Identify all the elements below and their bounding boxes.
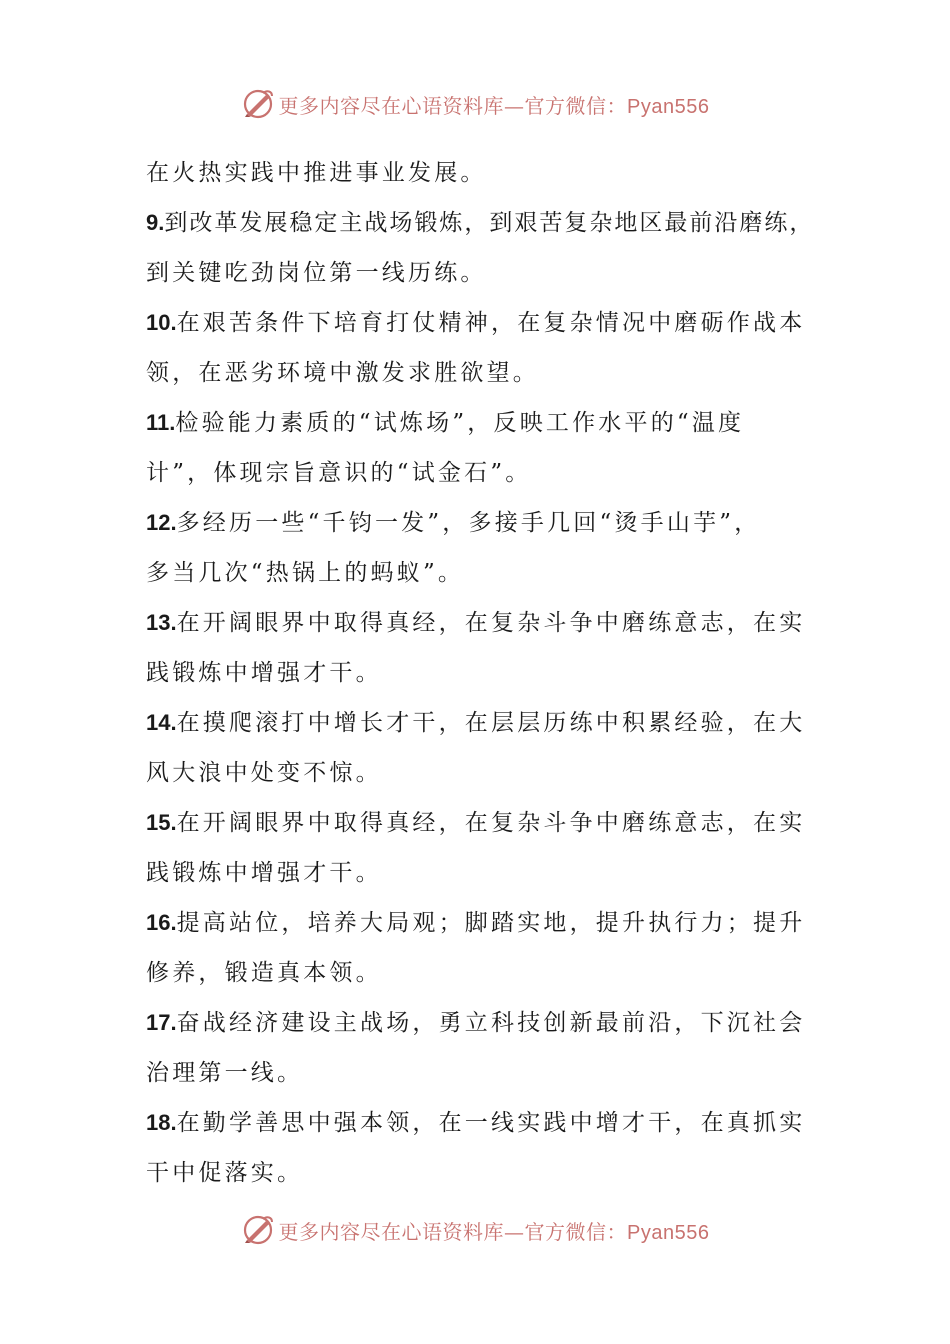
line-text: 多经历一些“千钧一发”，多接手几回“烫手山芋”， xyxy=(176,510,761,536)
line-text: 在摸爬滚打中增长才干，在层层历练中积累经验，在大 xyxy=(176,710,806,736)
text-line xyxy=(146,998,816,1048)
text-line xyxy=(146,598,816,648)
text-line xyxy=(146,248,816,298)
text-line xyxy=(146,448,816,498)
line-text: 修养，锻造真本领。 xyxy=(146,960,382,986)
line-text: 在开阔眼界中取得真经，在复杂斗争中磨练意志，在实 xyxy=(176,810,806,836)
line-text: 干中促落实。 xyxy=(146,1160,304,1186)
line-text: 践锻炼中增强才干。 xyxy=(146,660,382,686)
line-text: 检验能力素质的“试炼场”，反映工作水平的“温度 xyxy=(175,410,745,436)
line-text: 在开阔眼界中取得真经，在复杂斗争中磨练意志，在实 xyxy=(176,610,806,636)
text-line xyxy=(146,298,816,348)
line-text: 践锻炼中增强才干。 xyxy=(146,860,382,886)
line-text: 多当几次“热锅上的蚂蚁”。 xyxy=(146,560,465,586)
text-line xyxy=(146,398,816,448)
line-text: 奋战经济建设主战场，勇立科技创新最前沿，下沉社会 xyxy=(176,1010,806,1036)
line-text: 在火热实践中推进事业发展。 xyxy=(146,160,487,186)
text-line xyxy=(146,948,816,998)
line-text: 风大浪中处变不惊。 xyxy=(146,760,382,786)
text-line xyxy=(146,698,816,748)
text-line xyxy=(146,648,816,698)
line-text: 在勤学善思中强本领，在一线实践中增才干，在真抓实 xyxy=(176,1110,806,1136)
wechat-handle: Pyan556 xyxy=(627,95,710,118)
text-line xyxy=(146,498,816,548)
text-line xyxy=(146,748,816,798)
item-number: 12. xyxy=(146,510,177,535)
pen-logo-icon xyxy=(241,87,275,121)
header-banner xyxy=(0,84,950,124)
text-line xyxy=(146,198,816,248)
text-line xyxy=(146,1048,816,1098)
text-line xyxy=(146,898,816,948)
line-text: 治理第一线。 xyxy=(146,1060,304,1086)
item-number: 15. xyxy=(146,810,177,835)
text-line xyxy=(146,848,816,898)
item-number: 17. xyxy=(146,1010,177,1035)
pen-logo-icon xyxy=(241,1213,275,1247)
item-number: 10. xyxy=(146,310,177,335)
wechat-handle: Pyan556 xyxy=(627,1221,710,1244)
line-text: 在艰苦条件下培育打仗精神，在复杂情况中磨砺作战本 xyxy=(176,310,806,336)
item-number: 11. xyxy=(146,410,176,435)
item-number: 13. xyxy=(146,610,177,635)
text-line xyxy=(146,548,816,598)
line-text: 到关键吃劲岗位第一线历练。 xyxy=(146,260,487,286)
item-number: 9. xyxy=(146,210,165,235)
document-body xyxy=(146,148,816,1198)
text-line xyxy=(146,1148,816,1198)
footer-banner xyxy=(0,1210,950,1250)
line-text: 计”，体现宗旨意识的“试金石”。 xyxy=(146,460,532,486)
text-line xyxy=(146,348,816,398)
item-number: 16. xyxy=(146,910,177,935)
text-line xyxy=(146,1098,816,1148)
item-number: 18. xyxy=(146,1110,177,1135)
line-text: 领，在恶劣环境中激发求胜欲望。 xyxy=(146,360,539,386)
text-line xyxy=(146,798,816,848)
banner-text: 更多内容尽在心语资料库—官方微信：Pyan556 xyxy=(278,1219,710,1244)
banner-text: 更多内容尽在心语资料库—官方微信：Pyan556 xyxy=(278,93,710,118)
line-text: 到改革发展稳定主战场锻炼，到艰苦复杂地区最前沿磨练， xyxy=(164,210,815,236)
item-number: 14. xyxy=(146,710,177,735)
text-line xyxy=(146,148,816,198)
line-text: 提高站位，培养大局观；脚踏实地，提升执行力；提升 xyxy=(176,910,806,936)
